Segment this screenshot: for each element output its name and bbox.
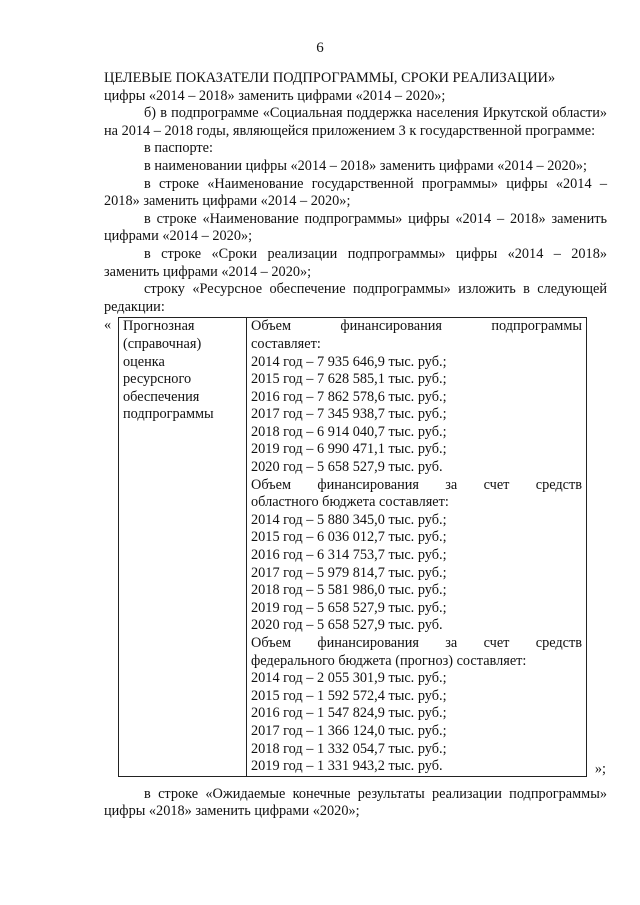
funding-row: 2019 год – 6 990 471,1 тыс. руб.; (251, 441, 447, 458)
funding-row: 2020 год – 5 658 527,9 тыс. руб. (251, 459, 443, 476)
funding-row: 2014 год – 7 935 646,9 тыс. руб.; (251, 353, 447, 370)
funding-row: 2014 год – 2 055 301,9 тыс. руб.; (251, 670, 447, 687)
paragraph: в строке «Наименование государственной программы» цифры «2014 – 2018» заменить цифрами «2014 – 2020»; (104, 175, 607, 210)
funding-row: 2018 год – 5 581 986,0 тыс. руб.; (251, 582, 447, 599)
paragraph: цифры «2014 – 2018» заменить цифрами «2014 – 2020»; (104, 87, 446, 104)
funding-row: 2015 год – 7 628 585,1 тыс. руб.; (251, 371, 447, 388)
left-label-line: оценка (123, 353, 165, 370)
funding-row: 2020 год – 5 658 527,9 тыс. руб. (251, 617, 443, 634)
funding-row: 2018 год – 6 914 040,7 тыс. руб.; (251, 423, 447, 440)
paragraph: строку «Ресурсное обеспечение подпрограммы» изложить в следующей редакции: (104, 281, 607, 315)
funding-row: 2017 год – 5 979 814,7 тыс. руб.; (251, 564, 447, 581)
document-body (104, 70, 607, 821)
opening-quote: « (104, 317, 112, 334)
funding-row: 2017 год – 1 366 124,0 тыс. руб.; (251, 722, 447, 739)
paragraph: в строке «Сроки реализации подпрограммы» цифры «2014 – 2018» заменить цифрами «2014 – 2020»; (104, 245, 607, 280)
block-heading-line: составляет: (251, 335, 321, 352)
left-label-line: (справочная) (123, 335, 202, 352)
funding-row: 2016 год – 7 862 578,6 тыс. руб.; (251, 388, 447, 405)
table-right-cell (247, 318, 587, 776)
funding-row: 2015 год – 1 592 572,4 тыс. руб.; (251, 687, 447, 704)
paragraph: в паспорте: (144, 140, 213, 157)
block-heading-line: Объем финансирования за счет средств (251, 476, 582, 493)
resource-table-wrap (104, 317, 607, 776)
funding-row: 2018 год – 1 332 054,7 тыс. руб.; (251, 740, 447, 757)
paragraph: в строке «Наименование подпрограммы» цифры «2014 – 2018» заменить цифрами «2014 – 2020»; (104, 210, 607, 245)
left-label-line: подпрограммы (123, 406, 214, 423)
paragraph: в строке «Ожидаемые конечные результаты реализации подпрограммы» цифры «2018» заменить цифрами «2020»; (104, 785, 607, 820)
block-heading-line: Объем финансирования подпрограммы (251, 318, 582, 335)
block-heading-line: областного бюджета составляет: (251, 494, 449, 511)
funding-row: 2017 год – 7 345 938,7 тыс. руб.; (251, 406, 447, 423)
resource-table (118, 317, 587, 776)
funding-row: 2015 год – 6 036 012,7 тыс. руб.; (251, 529, 447, 546)
paragraph: в наименовании цифры «2014 – 2018» заменить цифрами «2014 – 2020»; (144, 157, 587, 174)
page-number: 6 (316, 40, 324, 56)
funding-row: 2016 год – 6 314 753,7 тыс. руб.; (251, 547, 447, 564)
funding-row: 2019 год – 1 331 943,2 тыс. руб. (251, 758, 443, 775)
left-label-line: ресурсного (123, 371, 192, 388)
left-label-line: обеспечения (123, 388, 200, 405)
paragraph: б) в подпрограмме «Социальная поддержка населения Иркутской области» на 2014 – 2018 годы, являющейся приложением 3 к государственной программе: (104, 105, 607, 139)
funding-row: 2016 год – 1 547 824,9 тыс. руб.; (251, 705, 447, 722)
closing-quote: »; (594, 761, 606, 778)
left-label-line: Прогнозная (123, 318, 195, 335)
section-heading-line: ЦЕЛЕВЫЕ ПОКАЗАТЕЛИ ПОДПРОГРАММЫ, СРОКИ РЕАЛИЗАЦИИ» (104, 70, 556, 86)
funding-row: 2019 год – 5 658 527,9 тыс. руб.; (251, 599, 447, 616)
table-left-cell (119, 318, 247, 776)
block-heading-line: федерального бюджета (прогноз) составляет: (251, 652, 527, 669)
block-heading-line: Объем финансирования за счет средств (251, 635, 582, 651)
funding-row: 2014 год – 5 880 345,0 тыс. руб.; (251, 511, 447, 528)
